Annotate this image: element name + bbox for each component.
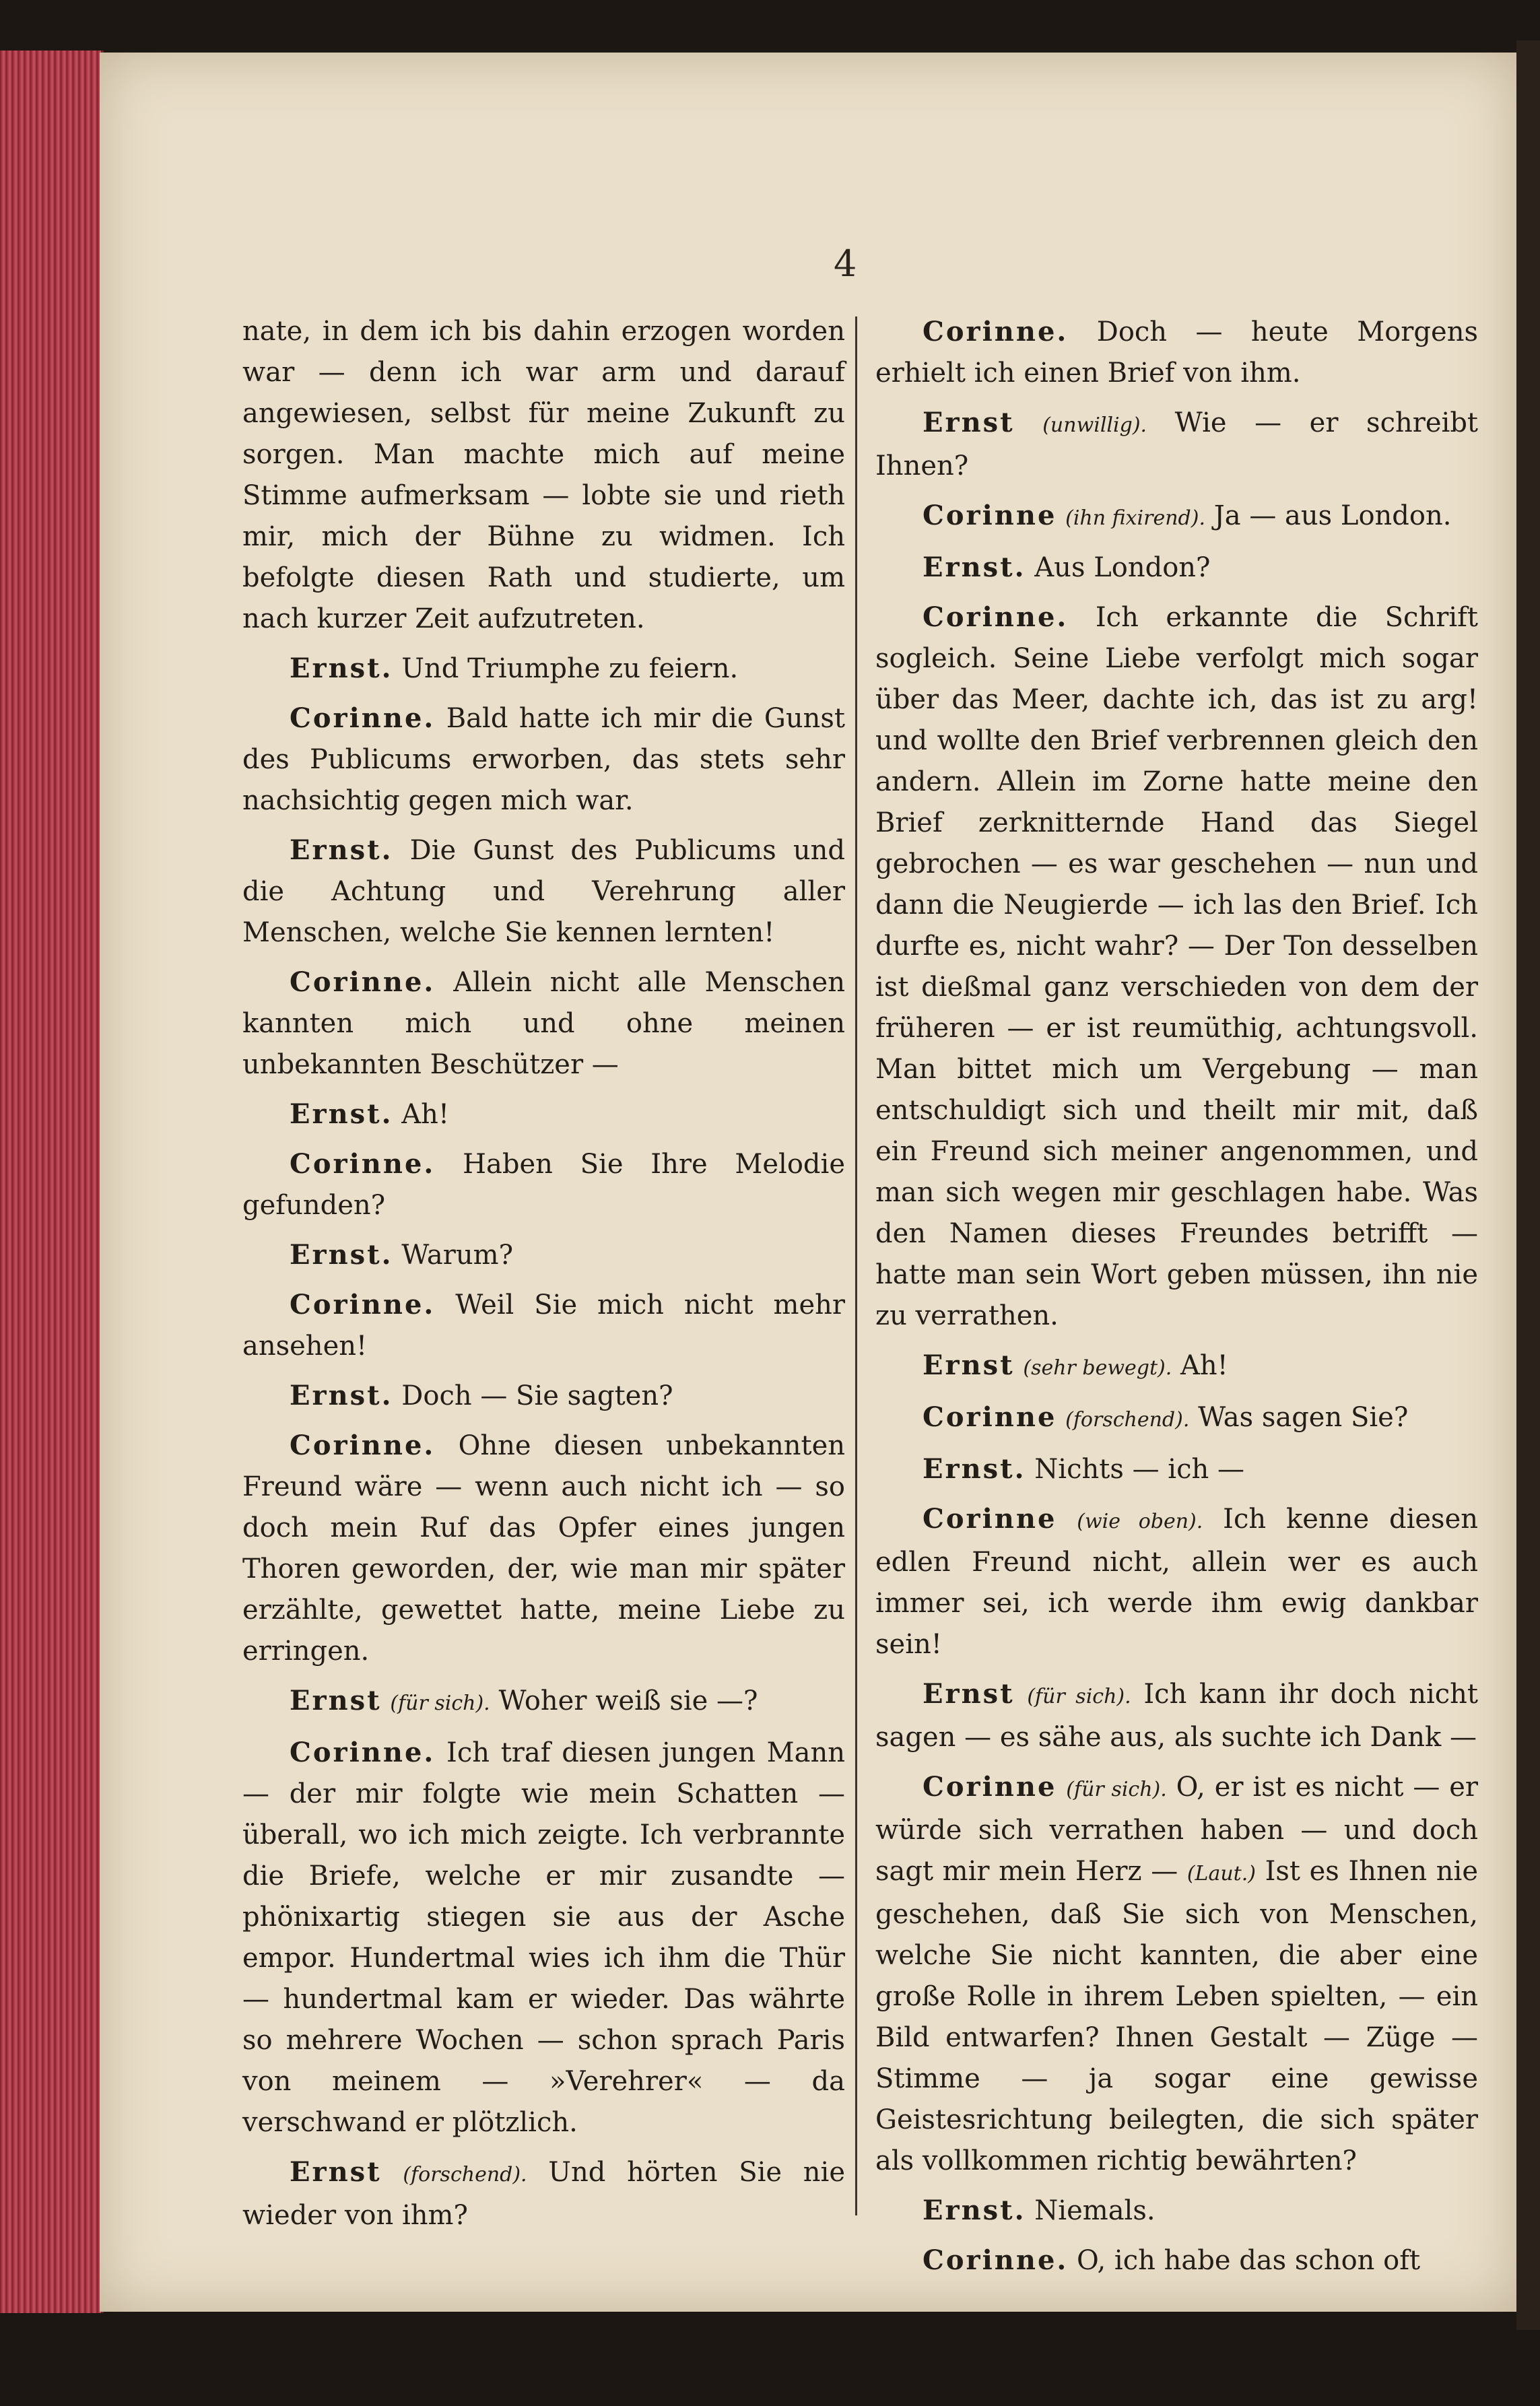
speaker-name: Corinne. xyxy=(290,966,436,998)
speaker-name: Ernst xyxy=(923,407,1015,438)
dialogue-line: Corinne. Doch — heute Morgens erhielt ich einen Brief von ihm. xyxy=(875,316,1478,389)
speaker-name: Corinne. xyxy=(290,1148,436,1180)
speaker-name: Corinne. xyxy=(290,1430,436,1461)
stage-direction: (sehr bewegt). xyxy=(1023,1356,1172,1380)
stage-direction: (für sich). xyxy=(1027,1685,1131,1708)
page-number: 4 xyxy=(834,242,857,285)
speaker-name: Corinne xyxy=(923,1771,1057,1803)
stage-direction: (wie oben). xyxy=(1077,1510,1203,1533)
dialogue-line: Ernst. Aus London? xyxy=(923,552,1211,583)
stage-direction: (für sich). xyxy=(1066,1778,1167,1801)
dialogue-line: Ernst (sehr bewegt). Ah! xyxy=(923,1349,1228,1381)
stage-direction: (ihn fixirend). xyxy=(1065,506,1205,530)
stage-direction: (unwillig). xyxy=(1042,413,1147,437)
dialogue-line: Ernst (für sich). Woher weiß sie —? xyxy=(290,1685,758,1716)
speaker-name: Ernst. xyxy=(923,2195,1026,2226)
dialogue-line: Corinne. Haben Sie Ihre Melodie gefunden? xyxy=(242,1148,845,1221)
dialogue-line: Corinne. Bald hatte ich mir die Gunst des Publicums erworben, das stets sehr nachsichtig gegen mich war. xyxy=(242,702,846,816)
speaker-name: Ernst xyxy=(923,1349,1015,1381)
column-divider xyxy=(855,316,857,2215)
dialogue-line: Corinne. Ohne diesen unbekannten Freund wäre — wenn auch nicht ich — so doch mein Ruf das Opfer eines jungen Thoren geworden, der, wie man mir später erzählte, gewettet hatte, meine Liebe zu erringen. xyxy=(242,1430,845,1667)
dialogue-line: Ernst. Die Gunst des Publicums und die Achtung und Verehrung aller Menschen, welche Sie kennen lernten! xyxy=(242,834,845,948)
dialogue-line: Ernst. Nichts — ich — xyxy=(923,1453,1244,1485)
speaker-name: Ernst xyxy=(290,2156,382,2188)
speaker-name: Corinne. xyxy=(290,1289,436,1321)
dialogue-line: Ernst (forschend). Und hörten Sie nie wieder von ihm? xyxy=(242,2156,846,2231)
dialogue-line: Corinne. Weil Sie mich nicht mehr ansehen! xyxy=(242,1289,845,1362)
book-edge xyxy=(0,51,104,2313)
dialogue-line: Corinne (forschend). Was sagen Sie? xyxy=(923,1401,1409,1433)
dialogue-line: Corinne (wie oben). Ich kenne diesen edlen Freund nicht, allein wer es auch immer sei, ich werde ihm ewig dankbar sein! xyxy=(875,1503,1479,1660)
speaker-name: Ernst. xyxy=(290,1239,393,1271)
speaker-name: Corinne xyxy=(923,1503,1057,1535)
speaker-name: Corinne. xyxy=(290,1737,436,1768)
speaker-name: Corinne xyxy=(923,1401,1057,1433)
speaker-name: Corinne. xyxy=(923,316,1069,347)
dialogue-line: Ernst (unwillig). Wie — er schreibt Ihnen? xyxy=(875,407,1478,481)
speaker-name: Ernst. xyxy=(290,1380,393,1411)
scan-border xyxy=(1516,40,1540,2330)
dialogue-line: Corinne (für sich). O, er ist es nicht — er würde sich verrathen haben — und doch sagt mir mein Herz — (Laut.) Ist es Ihnen nie geschehen, daß Sie sich von Menschen, welche Sie nicht kannten, die aber eine große Rolle in ihrem Leben spielten, — ein Bild entwarfen? Ihnen Gestalt — Züge — Stimme — ja sogar eine gewisse Geistesrichtung beilegten, die sich später als vollkommen richtig bewährten? xyxy=(875,1771,1479,2176)
dialogue-line: Ernst. Ah! xyxy=(290,1098,450,1130)
speaker-name: Ernst. xyxy=(290,834,393,866)
speaker-name: Corinne xyxy=(923,500,1057,531)
speaker-name: Ernst. xyxy=(290,653,393,684)
speaker-name: Corinne. xyxy=(923,601,1069,633)
stage-direction: (Laut.) xyxy=(1186,1862,1256,1885)
speaker-name: Corinne. xyxy=(290,702,436,734)
dialogue-line: Corinne. Ich erkannte die Schrift sogleich. Seine Liebe verfolgt mich sogar über das Meer, dachte ich, das ist zu arg! und wollte den Brief verbrennen gleich den andern. Allein im Zorne hatte meine den Brief zerknitternde Hand das Siegel gebrochen — es war geschehen — nun und dann die Neugierde — ich las den Brief. Ich durfte es, nicht wahr? — Der Ton desselben ist dießmal ganz verschieden von dem der früheren — er ist reumüthig, achtungsvoll. Man bittet mich um Vergebung — man entschuldigt sich und theilt mir mit, daß ein Freund sich meiner angenommen, und man sich wegen mir geschlagen habe. Was den Namen dieses Freundes betrifft — hatte man sein Wort geben müssen, ihn nie zu verrathen. xyxy=(875,601,1478,1331)
speaker-name: Ernst. xyxy=(923,552,1026,583)
dialogue-line: Ernst. Und Triumphe zu feiern. xyxy=(290,653,739,684)
speaker-name: Ernst. xyxy=(290,1098,393,1130)
speaker-name: Ernst xyxy=(923,1678,1015,1710)
left-column xyxy=(242,311,845,2244)
speaker-name: Ernst xyxy=(290,1685,382,1716)
speaker-name: Ernst. xyxy=(923,1453,1026,1485)
dialogue-line: Ernst (für sich). Ich kann ihr doch nicht sagen — es sähe aus, als suchte ich Dank — xyxy=(875,1678,1478,1753)
dialogue-line: Ernst. Warum? xyxy=(290,1239,514,1271)
dialogue-line: Corinne (ihn fixirend). Ja — aus London. xyxy=(923,500,1452,531)
stage-direction: (forschend). xyxy=(1065,1408,1190,1432)
dialogue-line: Corinne. Ich traf diesen jungen Mann — der mir folgte wie mein Schatten — überall, wo ich mich zeigte. Ich verbrannte die Briefe, welche er mir zusandte — phönixartig stiegen sie aus der Asche empor. Hundertmal wies ich ihm die Thür — hundertmal kam er wieder. Das währte so mehrere Wochen — schon sprach Paris von meinem — »Verehrer« — da verschwand er plötzlich. xyxy=(242,1737,846,2138)
stage-direction: (für sich). xyxy=(390,1692,490,1715)
dialogue-line: Corinne. O, ich habe das schon oft xyxy=(923,2244,1421,2276)
right-column xyxy=(875,311,1478,2290)
speaker-name: Corinne. xyxy=(923,2244,1069,2276)
dialogue-line: Ernst. Doch — Sie sagten? xyxy=(290,1380,673,1411)
paragraph: nate, in dem ich bis dahin erzogen worden war — denn ich war arm und darauf angewiesen, selbst für meine Zukunft zu sorgen. Man machte mich auf meine Stimme aufmerksam — lobte sie und rieth mir, mich der Bühne zu widmen. Ich befolgte diesen Rath und studierte, um nach kurzer Zeit aufzutreten. xyxy=(242,316,845,634)
stage-direction: (forschend). xyxy=(403,2163,527,2186)
dialogue-line: Corinne. Allein nicht alle Menschen kannten mich und ohne meinen unbekannten Beschützer — xyxy=(242,966,845,1080)
dialogue-line: Ernst. Niemals. xyxy=(923,2195,1156,2226)
